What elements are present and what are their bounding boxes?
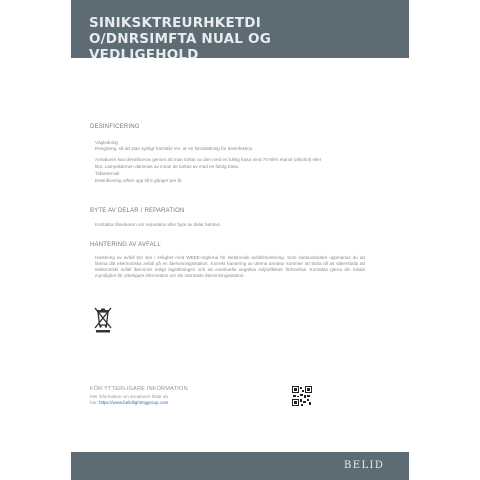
disinfection-heading: DESINFICERING — [90, 124, 140, 130]
title-line-2: O/DNRSIMFTA NUAL OG — [89, 31, 271, 47]
document-page — [71, 0, 409, 480]
page-title — [89, 15, 389, 58]
qr-code-icon — [292, 386, 312, 406]
header-banner — [71, 0, 409, 58]
disinfection-line: Desinficering utförs upp till 6 gånger per år. — [95, 178, 183, 183]
title-line-3: VEDLIGEHOLD — [89, 47, 199, 58]
footer-banner — [71, 452, 409, 480]
brand-logo: BELID — [344, 460, 385, 471]
title-line-1: SINIKSKTREURHKETDI — [89, 15, 261, 31]
disinfection-line: Tidsintervall — [95, 171, 120, 176]
disinfection-line: Armaturen kan desinficeras genom att man torkar av den med en fuktig trasa med 70-85% etanol (alkohol) eller — [95, 157, 322, 162]
website-link[interactable]: https://www.belidlightinggroup.com — [99, 400, 169, 405]
waste-text: Hantering av avfall bör ske i enlighet med WEEE-reglerna för elektronisk avfallshantering. Som slutanvändare uppmanas du att lämna ditt elektroniska avfall på en återvinningsstation. Korrekt hantering av denna armatur kommer att bidra till att säkerställa att elektroniskt avfall återvinns enligt lagstiftningen och att eventuella negativa miljöeffekter förhindras. Kontakta gärna din lokala myndighet för ytterligare information om din närmaste återvinningsstation. — [95, 255, 365, 278]
parts-text: Kontakta tillverkaren om reparation eller byte av delar behövs. — [95, 222, 222, 227]
crossed-out-bin-icon — [92, 305, 114, 333]
parts-heading: BYTE AV DELAR / REPARATION — [90, 208, 185, 214]
disinfection-line: klor. Lampskärmen dammas av innan de torkas av med en fuktig trasa. — [95, 164, 240, 169]
info-text: Mer information om armaturen hittar du — [90, 394, 169, 399]
disinfection-line: Vägledning — [95, 140, 118, 145]
disinfection-line: Rengöring, så att ytan synligt framstår ren, är en förutsättning för desinfektion. — [95, 146, 254, 151]
info-link-line — [90, 400, 168, 405]
info-link-prefix: här: — [90, 400, 100, 405]
info-heading: FÖR YTTERLIGARE INFORMATION — [90, 386, 188, 392]
waste-heading: HANTERING AV AVFALL — [90, 242, 161, 248]
